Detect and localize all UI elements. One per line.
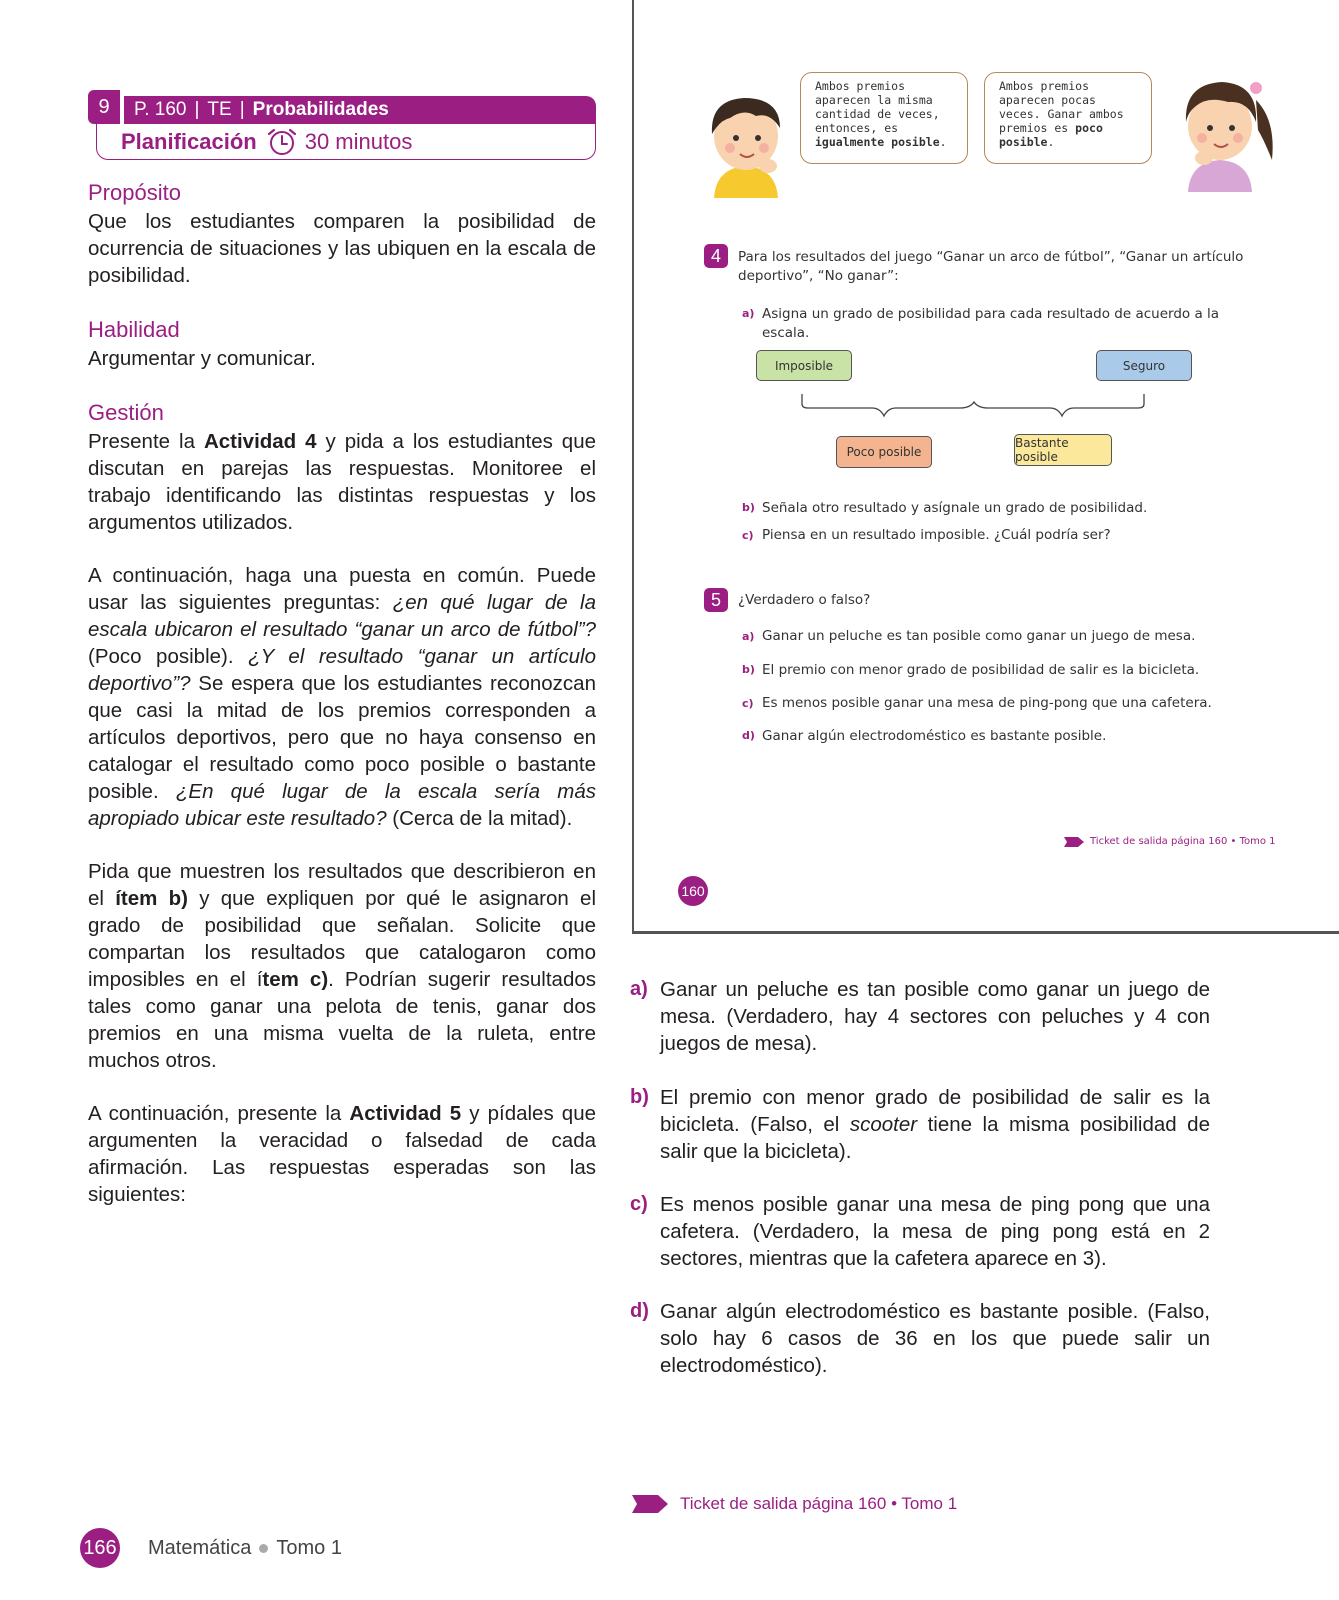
separator: |: [194, 99, 200, 120]
footer-ticket: Ticket de salida página 160 • Tomo 1: [632, 1494, 957, 1514]
answer-d-text: Ganar algún electrodoméstico es bastante posible. (Falso, solo hay 6 casos de 36 en los que puede salir un electrodoméstico).: [660, 1300, 1210, 1377]
scale-sure: Seguro: [1096, 350, 1192, 381]
management-paragraph-1: Presente la Actividad 4 y pida a los estudiantes que discutan en parejas las respuestas. Monitoree el trabajo identificando las distintas respuestas y los argumentos utilizados.: [88, 430, 597, 534]
dot-separator: [259, 1544, 268, 1553]
page-number: 166: [80, 1528, 120, 1568]
scale-little-possible: Poco posible: [836, 436, 932, 468]
answer-c-text: Es menos posible ganar una mesa de ping pong que una cafetera. (Verdadero, la mesa de ping pong está en 2 sectores, mientras que la cafetera aparece en 3).: [660, 1193, 1210, 1270]
answer-b-text: El premio con menor grado de posibilidad de salir es la bicicleta. (Falso, el scooter tiene la misma posibilidad de salir que la bicicleta).: [660, 1086, 1210, 1163]
girl-illustration: [1168, 70, 1278, 192]
management-paragraph-3: Pida que muestren los resultados que describieron en el ítem b) y que expliquen por qué le asignaron el grado de posibilidad que señalan. Solicite que compartan los resultados que catalogaron como imposibles en el ítem c). Podrían sugerir resultados tales como ganar una pelota de tenis, ganar dos premios en una misma vuelta de la ruleta, entre muchos otros.: [88, 860, 597, 1072]
answer-c-letter: c): [630, 1193, 648, 1215]
scale-brace: [794, 392, 1158, 428]
question-5-text: ¿Verdadero o falso?: [738, 592, 871, 608]
question-5b-text: El premio con menor grado de posibilidad de salir es la bicicleta.: [762, 662, 1200, 678]
scale-quite-possible: Bastante posible: [1014, 434, 1112, 466]
question-4b-text: Señala otro resultado y asígnale un grado de posibilidad.: [762, 500, 1148, 516]
lesson-header-bar: [124, 96, 596, 124]
scale-impossible: Imposible: [756, 350, 852, 381]
question-4a-letter: a): [742, 307, 755, 320]
question-5a-letter: a): [742, 630, 755, 643]
answer-a-text: Ganar un peluche es tan posible como ganar un juego de mesa. (Verdadero, hay 4 sectores con peluches y 4 con juegos de mesa).: [660, 978, 1210, 1055]
question-5d-letter: d): [742, 729, 755, 742]
ticket-icon: [1064, 837, 1084, 847]
management-title: Gestión: [88, 400, 164, 425]
panel-ticket: Ticket de salida página 160 • Tomo 1: [1064, 836, 1276, 847]
page-reference: P. 160: [134, 99, 187, 120]
alarm-clock-icon: [265, 127, 299, 157]
ticket-icon: [632, 1495, 668, 1513]
question-4-text: Para los resultados del juego “Ganar un arco de fútbol”, “Ganar un artículo deportivo”, “No ganar”:: [738, 249, 1244, 284]
question-4c-text: Piensa en un resultado imposible. ¿Cuál podría ser?: [762, 527, 1111, 543]
purpose-text: Que los estudiantes comparen la posibilidad de ocurrencia de situaciones y las ubiquen en la escala de posibilidad.: [88, 210, 596, 287]
lesson-number: 9: [88, 90, 120, 124]
book-volume: Tomo 1: [276, 1537, 342, 1559]
speech-bubble-girl: Ambos premios aparecen pocas veces. Ganar ambos premios es poco posible.: [984, 72, 1152, 164]
topic-title: Probabilidades: [252, 99, 389, 120]
question-5d-text: Ganar algún electrodoméstico es bastante posible.: [762, 728, 1107, 744]
question-4a-text: Asigna un grado de posibilidad para cada resultado de acuerdo a la escala.: [762, 306, 1220, 341]
separator: |: [239, 99, 245, 120]
purpose-title: Propósito: [88, 180, 181, 205]
management-paragraph-4: A continuación, presente la Actividad 5 y pídales que argumenten la veracidad o falsedad de cada afirmación. Las respuestas esperadas son las siguientes:: [88, 1102, 596, 1206]
book-title: Matemática: [148, 1537, 252, 1559]
question-4c-letter: c): [742, 529, 754, 542]
planning-duration: 30 minutos: [304, 128, 413, 154]
student-page-panel: [632, 0, 1339, 934]
planning-label: Planificación: [121, 128, 257, 154]
question-4-number: 4: [704, 244, 728, 268]
management-paragraph-2: A continuación, haga una puesta en común. Puede usar las siguientes preguntas: ¿en qué lugar de la escala ubicaron el resultado “ganar un arco de fútbol”? (Poco posible). ¿Y el resultado “ganar un artículo deportivo”? Se espera que los estudiantes reconozcan que casi la mitad de los premios corresponden a artículos deportivos, pero que no haya consenso en catalogar el resultado como poco posible o bastante posible. ¿En qué lugar de la escala sería más apropiado ubicar este resultado? (Cerca de la mitad).: [88, 564, 597, 830]
left-column: [88, 180, 596, 1208]
answer-b-letter: b): [630, 1086, 649, 1108]
question-5c-text: Es menos posible ganar una mesa de ping-pong que una cafetera.: [762, 695, 1212, 711]
answer-a-letter: a): [630, 978, 648, 1000]
speech-bubble-boy: Ambos premios aparecen la misma cantidad de veces, entonces, es igualmente posible.: [800, 72, 968, 164]
question-5-number: 5: [704, 588, 728, 612]
boy-illustration: [700, 86, 792, 198]
question-5c-letter: c): [742, 697, 754, 710]
answer-d-letter: d): [630, 1300, 649, 1322]
question-4b-letter: b): [742, 501, 755, 514]
question-5a-text: Ganar un peluche es tan posible como ganar un juego de mesa.: [762, 628, 1196, 644]
footer-book-info: [148, 1537, 342, 1560]
skill-text: Argumentar y comunicar.: [88, 347, 316, 370]
panel-page-number: 160: [678, 876, 708, 906]
te-label: TE: [207, 99, 232, 120]
planning-box: [96, 124, 596, 160]
skill-title: Habilidad: [88, 317, 180, 342]
question-5b-letter: b): [742, 663, 755, 676]
